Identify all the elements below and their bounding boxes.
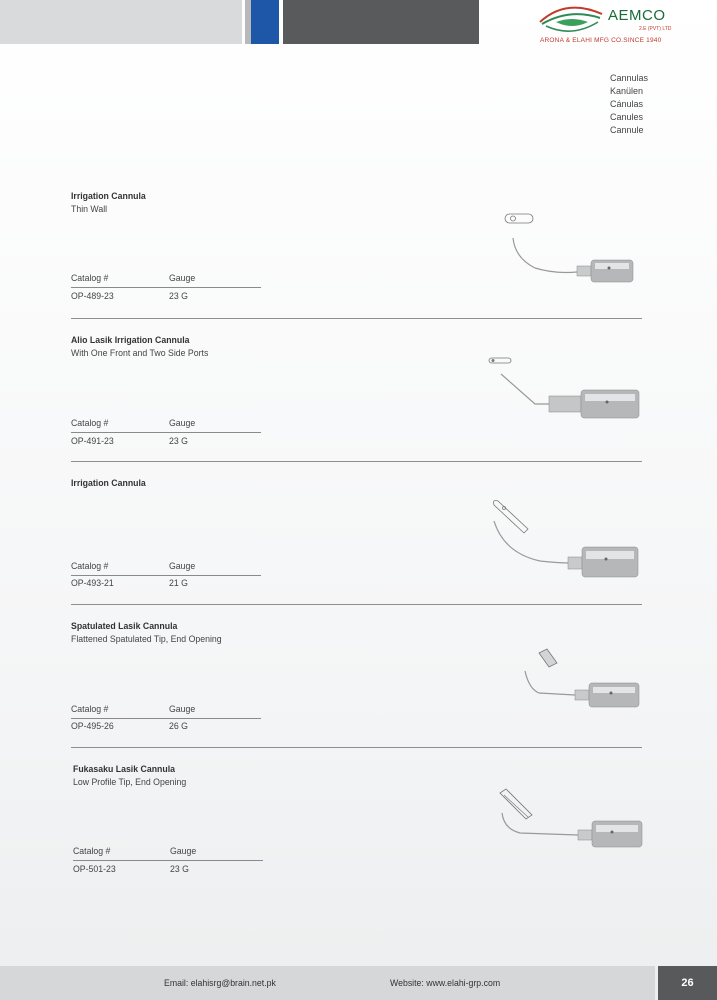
gauge-header: Gauge xyxy=(169,704,196,715)
header-bar-dark xyxy=(283,0,479,44)
language-item: Cannule xyxy=(610,125,644,135)
gauge-header: Gauge xyxy=(169,273,196,284)
language-item: Canules xyxy=(610,112,644,122)
footer-email: Email: elahisrg@brain.net.pk xyxy=(164,978,276,989)
gauge-value: 23 G xyxy=(169,436,188,447)
product-subtitle: With One Front and Two Side Ports xyxy=(71,348,209,359)
gauge-header: Gauge xyxy=(169,561,196,572)
catalog-header: Catalog # xyxy=(71,704,109,715)
product-subtitle: Thin Wall xyxy=(71,204,108,215)
cannula-illustration xyxy=(492,785,647,855)
gauge-value: 23 G xyxy=(170,864,189,875)
page-number: 26 xyxy=(658,966,717,1000)
product-subtitle: Low Profile Tip, End Opening xyxy=(73,777,187,788)
cannula-illustration xyxy=(515,645,645,717)
catalog-header: Catalog # xyxy=(71,418,109,429)
section-divider xyxy=(71,461,642,462)
catalog-number: OP-489-23 xyxy=(71,291,114,302)
table-rule xyxy=(71,718,261,719)
product-subtitle: Flattened Spatulated Tip, End Opening xyxy=(71,634,222,645)
cannula-illustration xyxy=(480,495,645,590)
leaf-logo-icon xyxy=(536,2,608,38)
language-item: Cánulas xyxy=(610,99,644,109)
catalog-number: OP-495-26 xyxy=(71,721,114,732)
product-title: Irrigation Cannula xyxy=(71,478,146,489)
gauge-value: 26 G xyxy=(169,721,188,732)
gauge-header: Gauge xyxy=(169,418,196,429)
section-divider xyxy=(71,604,642,605)
section-divider xyxy=(71,747,642,748)
catalog-number: OP-491-23 xyxy=(71,436,114,447)
logo-tagline: ARONA & ELAHI MFG CO.SINCE 1940 xyxy=(540,37,662,44)
footer-bar xyxy=(0,966,655,1000)
gauge-value: 23 G xyxy=(169,291,188,302)
logo-ltd: 2.E (PVT) LTD xyxy=(639,26,672,32)
gauge-value: 21 G xyxy=(169,578,188,589)
table-rule xyxy=(71,287,261,288)
product-title: Alio Lasik Irrigation Cannula xyxy=(71,335,190,346)
catalog-number: OP-493-21 xyxy=(71,578,114,589)
cannula-illustration xyxy=(485,352,645,427)
gauge-header: Gauge xyxy=(170,846,197,857)
catalog-header: Catalog # xyxy=(71,561,109,572)
product-title: Irrigation Cannula xyxy=(71,191,146,202)
section-divider xyxy=(71,318,642,319)
catalog-header: Catalog # xyxy=(71,273,109,284)
logo-name: AEMCO xyxy=(608,7,666,24)
footer-website: Website: www.elahi-grp.com xyxy=(390,978,501,989)
header-bar-blue xyxy=(251,0,279,44)
header-bar-light xyxy=(0,0,242,44)
table-rule xyxy=(71,432,261,433)
catalog-header: Catalog # xyxy=(73,846,111,857)
language-list xyxy=(610,72,648,137)
language-item: Kanülen xyxy=(610,86,644,96)
catalog-number: OP-501-23 xyxy=(73,864,116,875)
cannula-illustration xyxy=(495,210,645,285)
table-rule xyxy=(71,575,261,576)
table-rule xyxy=(73,860,263,861)
product-title: Spatulated Lasik Cannula xyxy=(71,621,178,632)
language-item: Cannulas xyxy=(610,73,649,83)
product-title: Fukasaku Lasik Cannula xyxy=(73,764,176,775)
